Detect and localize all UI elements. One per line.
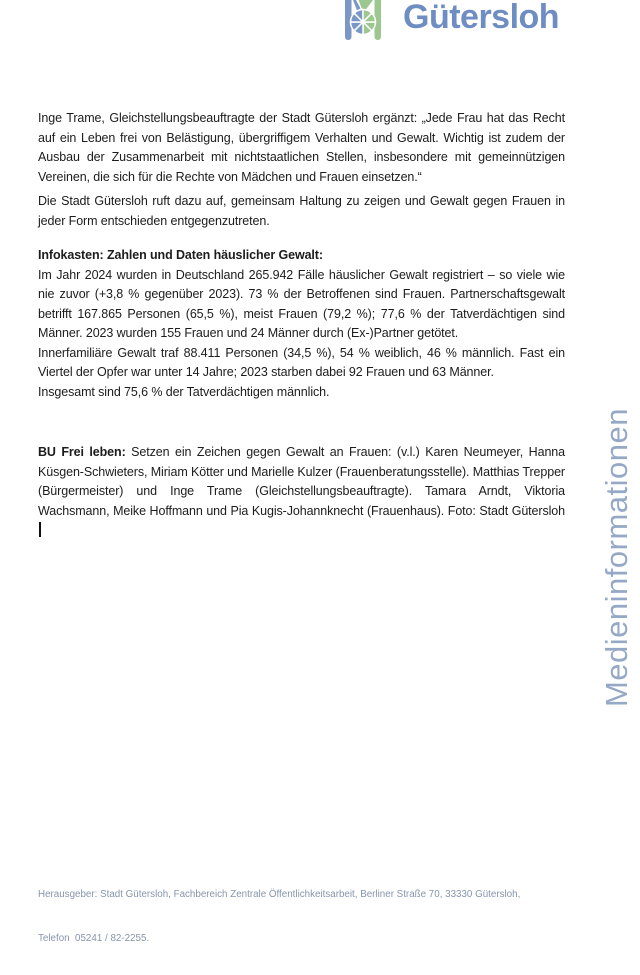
city-wheel-icon xyxy=(345,0,381,42)
document-text-area xyxy=(38,109,565,541)
photo-caption-text: Setzen ein Zeichen gegen Gewalt an Frauen: (v.l.) Karen Neumeyer, Hanna Küsgen-Schwieters, Miriam Kötter und Marielle Kulzer (Frauenberatungsstelle). Matthias Trepper (Bürgermeister) und Inge Trame (Gleichstellungsbeauftragte). Tamara Arndt, Viktoria Wachsmann, Meike Hoffmann und Pia Kugis-Johannknecht (Frauenhaus). Foto: Stadt Gütersloh xyxy=(38,445,565,518)
paragraph-quote-inge-trame[interactable]: Inge Trame, Gleichstellungsbeauftragte der Stadt Gütersloh ergänzt: „Jede Frau hat das Recht auf ein Leben frei von Belästigung, übergriffigem Verhalten und Gewalt. Wichtig ist zudem der Ausbau der Zusammenarbeit mit nichtstaatlichen Stellen, insbesondere mit gemeinnützigen Vereinen, die sich für die Rechte von Mädchen und Frauen einsetzen.“ xyxy=(38,111,565,184)
infobox-suspects-total[interactable]: Insgesamt sind 75,6 % der Tatverdächtigen männlich. xyxy=(38,384,330,399)
infobox-section xyxy=(38,246,565,402)
photo-caption[interactable] xyxy=(38,443,565,541)
infobox-heading[interactable]: Infokasten: Zahlen und Daten häuslicher Gewalt: xyxy=(38,248,323,262)
photo-caption-label: BU Frei leben: xyxy=(38,445,126,459)
publisher-phone-line: Telefon 05241 / 82-2255. xyxy=(38,932,150,944)
paragraph-city-appeal[interactable]: Die Stadt Gütersloh ruft dazu auf, gemeinsam Haltung zu zeigen und Gewalt gegen Frauen in jeder Form entschieden entgegenzutreten. xyxy=(38,194,565,228)
text-cursor xyxy=(39,522,41,537)
infobox-family-violence[interactable]: Innerfamiliäre Gewalt traf 88.411 Personen (34,5 %), 54 % weiblich, 46 % männlich. Fast ein Viertel der Opfer war unter 14 Jahre; 2023 starben dabei 92 Frauen und 63 Männer. xyxy=(38,345,565,379)
publisher-address-line: Herausgeber: Stadt Gütersloh, Fachbereich Zentrale Öffentlichkeitsarbeit, Berliner Straße 70, 33330 Gütersloh, xyxy=(38,889,521,900)
medieninformationen-vertical-label: Medieninformationen xyxy=(599,408,634,708)
infobox-statistics-2024[interactable]: Im Jahr 2024 wurden in Deutschland 265.942 Fälle häuslicher Gewalt registriert – so viele wie nie zuvor (+3,8 % gegenüber 2023). 73 % der Betroffenen sind Frauen. Partnerschaftsgewalt betrifft 167.865 Personen (65,5 %), meist Frauen (79,2 %); 77,6 % der Tatverdächtigen sind Männer. 2023 wurden 155 Frauen und 24 Männer durch (Ex-)Partner getötet. xyxy=(38,267,565,340)
publisher-footer xyxy=(38,859,598,975)
city-logo-wordmark: Gütersloh xyxy=(403,0,560,36)
